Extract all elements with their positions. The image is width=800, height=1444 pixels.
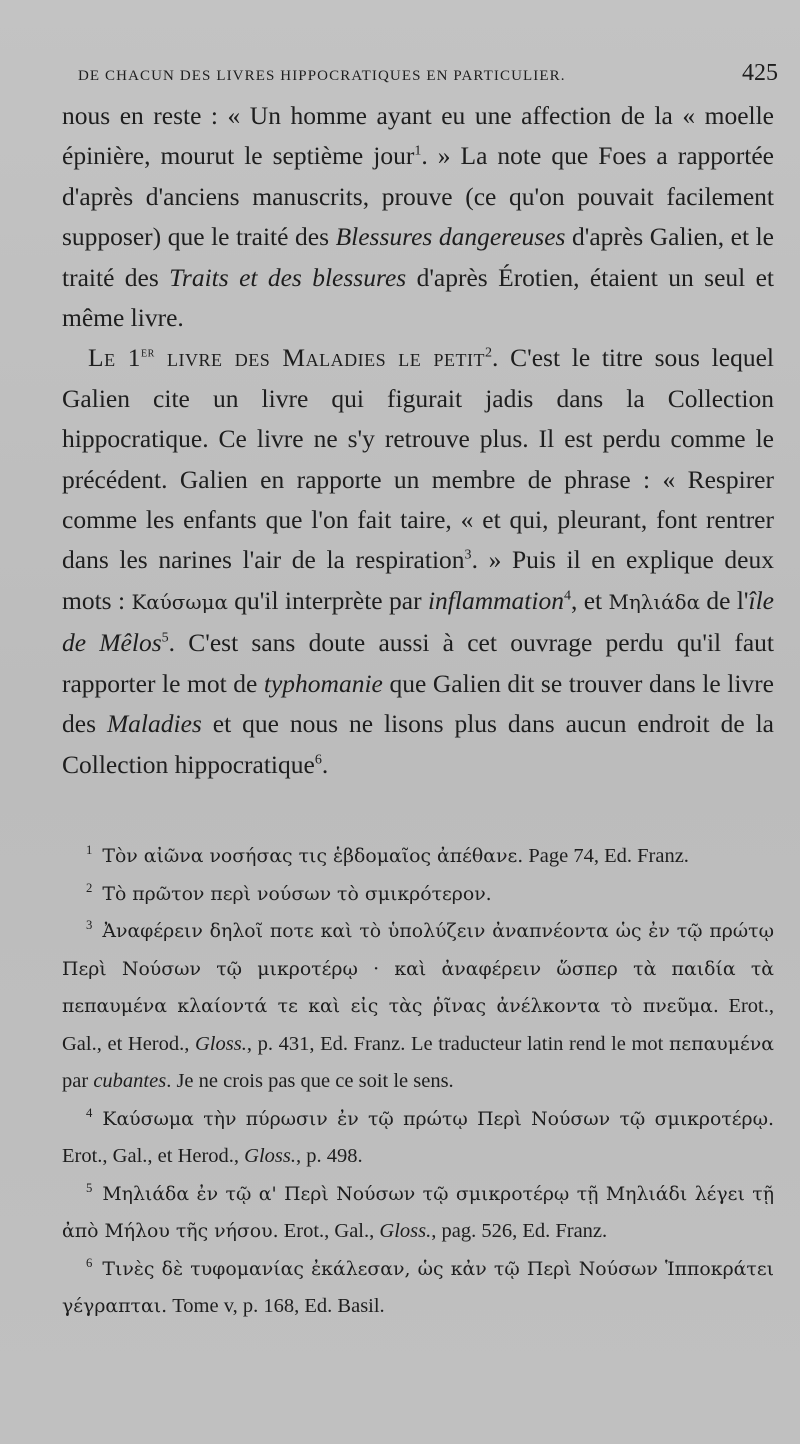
footnote-ref: 2 bbox=[485, 345, 493, 361]
footnote-4: $^4$ Καύσωμα τὴν πύρωσιν ἐν τῷ πρώτῳ Περὶ Νούσων τῷ σμικροτέρῳ. Erot., Gal., et Herod., Gloss., p. 498. bbox=[62, 1105, 774, 1167]
running-title: DE CHACUN DES LIVRES HIPPOCRATIQUES EN PARTICULIER. bbox=[78, 68, 566, 84]
footnote-ref: 1 bbox=[414, 143, 422, 159]
footnote-ref: 3 bbox=[464, 547, 472, 563]
main-text bbox=[62, 96, 774, 785]
footnotes bbox=[62, 838, 774, 1326]
page-header bbox=[78, 60, 778, 87]
footnote-5: $^5$ Μηλιάδα ἐν τῷ α' Περὶ Νούσων τῷ σμικροτέρῳ τῇ Μηλιάδι λέγει τῇ ἀπὸ Μήλου τῆς νήσου. Erot., Gal., Gloss., pag. 526, Ed. Franz. bbox=[62, 1180, 774, 1242]
footnote-1: $^1$ Τὸν αἰῶνα νοσήσας τις ἑβδομαῖος ἀπέθανε. Page 74, Ed. Franz. bbox=[86, 843, 689, 867]
paragraph-1: nous en reste : « Un homme ayant eu une affection de la « moelle épinière, mourut le septième jour$^1$. » La note que Foes a rapportée d'après d'anciens manuscrits, prouve (ce qu'on pouvait facilement supposer) que le traité des Blessures dangereuses d'après Galien, et le traité des Traits et des blessures d'après Érotien, étaient un seul et même livre. bbox=[62, 101, 775, 333]
footnote-ref: 6 bbox=[314, 752, 322, 767]
page-number: 425 bbox=[742, 60, 778, 86]
paragraph-2: Le 1er livre des Maladies le petit$^2$. C'est le titre sous lequel Galien cite un livre qui figurait jadis dans la Collection hippocratique. Ce livre ne s'y retrouve plus. Il est perdu comme le précédent. Galien en rapporte un membre de phrase : « Respirer comme les enfants que l'on fait taire, « et qui, pleurant, font rentrer dans les narines l'air de la respiration$^3$. » Puis il en explique deux mots : Καύσωμα qu'il interprète par inflammation$^4$, et Μηλιάδα de l'île de Mêlos$^5$. C'est sans doute aussi à cet ouvrage perdu qu'il faut rapporter le mot de typhomanie que Galien dit se trouver dans le livre des Maladies et que nous ne lisons plus dans aucun endroit de la Collection hippocratique$^6$. bbox=[62, 343, 775, 779]
footnote-ref: 5 bbox=[161, 630, 169, 646]
footnote-ref: 4 bbox=[563, 588, 571, 604]
footnote-3: $^3$ Ἀναφέρειν δηλοῖ ποτε καὶ τὸ ὑπολύζειν ἀναπνέοντα ὡς ἐν τῷ πρώτῳ Περὶ Νούσων τῷ μικροτέρῳ · καὶ ἀναφέρειν ὥσπερ τὰ παιδία τὰ πεπαυμένα κλαίοντά τε καὶ εἰς τὰς ῥῖνας ἀνέλκοντα τὸ πνεῦμα. Erot., Gal., et Herod., Gloss., p. 431, Ed. Franz. Le traducteur latin rend le mot πεπαυμένα par cubantes. Je ne crois pas que ce soit le sens. bbox=[62, 918, 775, 1092]
footnote-2: $^2$ Τὸ πρῶτον περὶ νούσων τὸ σμικρότερον. bbox=[86, 880, 492, 905]
section-heading: Le 1er livre des Maladies le petit bbox=[88, 343, 485, 373]
footnote-6: $^6$ Τινὲς δὲ τυφομανίας ἐκάλεσαν, ὡς κἀν τῷ Περὶ Νούσων Ἱπποκράτει γέγραπται. Tome v, p. 168, Ed. Basil. bbox=[62, 1255, 774, 1317]
